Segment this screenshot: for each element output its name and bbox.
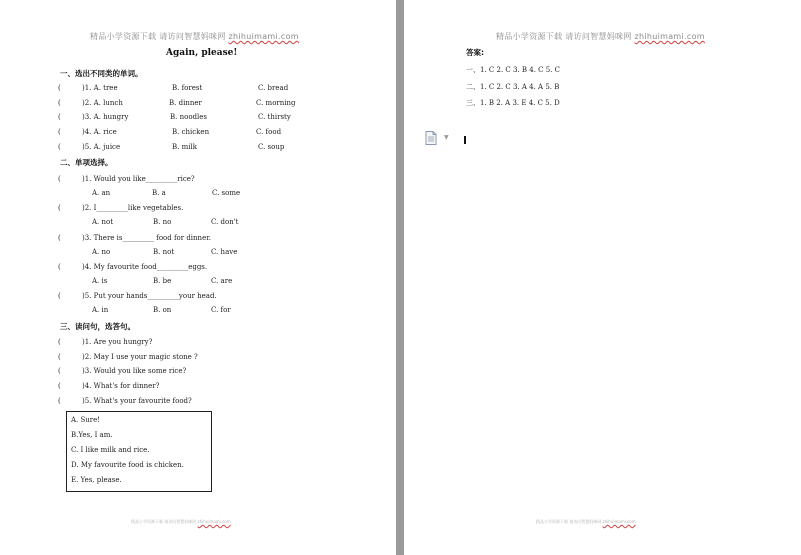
s1-q5-c: C. soup [258, 143, 285, 151]
s2-q2-b: B. no [153, 218, 172, 226]
section1-heading: 一、选出不同类的单词。 [60, 69, 143, 78]
paren: ( [58, 113, 61, 121]
paren: ( [58, 99, 61, 107]
s1-q3-a: )3. A. hungry [82, 113, 129, 121]
s2-q2-a: A. not [92, 218, 114, 226]
answer-key-row-3: 三、1. B 2. A 3. E 4. C 5. D [466, 99, 560, 107]
text-cursor [464, 136, 466, 144]
s1-q3-c: C. thirsty [258, 113, 291, 121]
header-site-link[interactable]: zhihuimami.com [634, 32, 705, 41]
footer-text: 精品小学资源下载 请访问智慧妈咪网 [131, 519, 198, 524]
s3-q3: )3. Would you like some rice? [82, 367, 187, 375]
paren: ( [58, 143, 61, 151]
s2-q4: )4. My favourite food_________eggs. [82, 263, 208, 271]
s2-q5-b: B. on [153, 306, 172, 314]
s1-q4-c: C. food [256, 128, 282, 136]
s2-q2: )2. I_________like vegetables. [82, 204, 184, 212]
header-text: 精品小学资源下载 请访问智慧妈咪网 [496, 32, 635, 41]
s2-q3-a: A. no [92, 248, 111, 256]
s2-q5: )5. Put your hands_________your head. [82, 292, 217, 300]
answer-key-row-1: 一、1. C 2. C 3. B 4. C 5. C [466, 66, 560, 74]
s1-q4-a: )4. A. rice [82, 128, 117, 136]
answer-key-row-2: 二、1. C 2. C 3. A 4. A 5. B [466, 83, 560, 91]
section3-heading: 三、读问句，选答句。 [60, 322, 135, 331]
header-site-link[interactable]: zhihuimami.com [228, 32, 299, 41]
s2-q4-c: C. are [211, 277, 233, 285]
s2-q5-a: A. in [92, 306, 109, 314]
section2-heading: 二、单项选择。 [60, 158, 113, 167]
s1-q5-a: )5. A. juice [82, 143, 121, 151]
s1-q3-b: B. noodles [170, 113, 207, 121]
chevron-down-icon[interactable]: ▼ [444, 134, 449, 141]
paren: ( [58, 353, 61, 361]
paren: ( [58, 338, 61, 346]
s1-q1-a: )1. A. tree [82, 84, 118, 92]
s2-q3-c: C. have [211, 248, 238, 256]
paren: ( [58, 204, 61, 212]
paren: ( [58, 263, 61, 271]
s2-q3: )3. There is_________ food for dinner. [82, 234, 212, 242]
s2-q3-b: B. not [153, 248, 175, 256]
answer-key-heading: 答案: [466, 48, 484, 57]
footer-site-link[interactable]: zhihuimami.com [602, 519, 636, 524]
page-header-left [90, 31, 299, 42]
answer-option-a: A. Sure! [71, 416, 101, 424]
s1-q2-b: B. dinner [169, 99, 202, 107]
page-footer-left [131, 519, 231, 525]
document-title: Again, please! [166, 48, 238, 58]
paren: ( [58, 397, 61, 405]
paren: ( [58, 367, 61, 375]
s1-q2-a: )2. A. lunch [82, 99, 123, 107]
paren: ( [58, 234, 61, 242]
s1-q4-b: B. chicken [172, 128, 210, 136]
s2-q4-a: A. is [92, 277, 108, 285]
header-text: 精品小学资源下载 请访问智慧妈咪网 [90, 32, 229, 41]
s1-q5-b: B. milk [172, 143, 197, 151]
page-footer-right [536, 519, 636, 525]
paren: ( [58, 128, 61, 136]
paren: ( [58, 84, 61, 92]
answer-option-b: B.Yes, I am. [71, 431, 113, 439]
paren: ( [58, 175, 61, 183]
s2-q4-b: B. be [153, 277, 172, 285]
paren: ( [58, 382, 61, 390]
s2-q1-b: B. a [152, 189, 166, 197]
s2-q5-c: C. for [211, 306, 231, 314]
answer-option-d: D. My favourite food is chicken. [71, 461, 184, 469]
document-page-right [404, 0, 801, 555]
document-icon[interactable] [425, 131, 437, 145]
footer-text: 精品小学资源下载 请访问智慧妈咪网 [536, 519, 603, 524]
answer-option-c: C. I like milk and rice. [71, 446, 150, 454]
footer-site-link[interactable]: zhihuimami.com [197, 519, 231, 524]
s2-q2-c: C. don't [211, 218, 239, 226]
s1-q1-c: C. bread [258, 84, 289, 92]
s2-q1-c: C. some [212, 189, 241, 197]
s1-q2-c: C. morning [256, 99, 296, 107]
page-header-right [496, 31, 705, 42]
answer-option-e: E. Yes, please. [71, 476, 122, 484]
s2-q1-a: A. an [92, 189, 111, 197]
s2-q1: )1. Would you like_________rice? [82, 175, 195, 183]
s3-q4: )4. What's for dinner? [82, 382, 160, 390]
s1-q1-b: B. forest [172, 84, 203, 92]
s3-q1: )1. Are you hungry? [82, 338, 153, 346]
s3-q5: )5. What's your favourite food? [82, 397, 192, 405]
s3-q2: )2. May I use your magic stone ? [82, 353, 198, 361]
paren: ( [58, 292, 61, 300]
